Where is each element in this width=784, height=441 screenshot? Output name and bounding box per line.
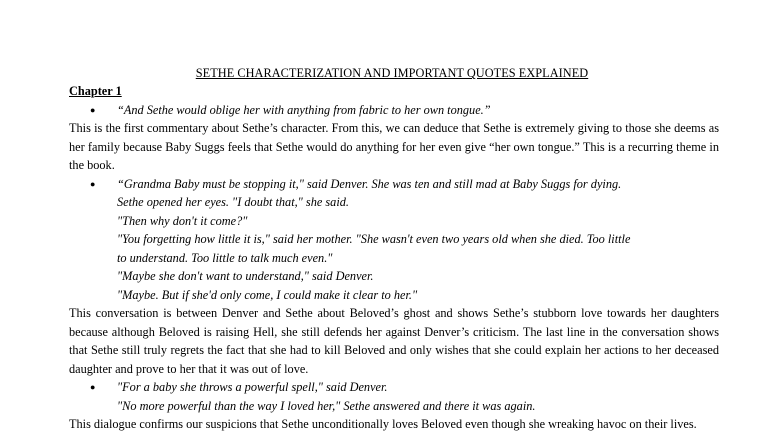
bullet-icon: ● [90, 382, 96, 392]
quote-line: “And Sethe would oblige her with anything from fabric to her own tongue.” [117, 102, 491, 117]
quote-line: Sethe opened her eyes. "I doubt that," she said. [117, 195, 349, 209]
bullet-icon: ● [90, 178, 96, 189]
quote-line: "Then why don't it come?" [117, 213, 248, 228]
commentary-paragraph: This dialogue confirms our suspicions that Sethe unconditionally loves Beloved even though she wreaking havoc on their lives. [69, 417, 697, 431]
quote-line: “Grandma Baby must be stopping it," said Denver. She was ten and still mad at Baby Suggs for dying. [117, 176, 622, 191]
chapter-heading: Chapter 1 [69, 84, 122, 98]
quote-item [69, 378, 719, 415]
quote-line: "No more powerful than the way I loved her," Sethe answered and there it was again. [117, 398, 536, 413]
quote-line: "Maybe she don't want to understand," said Denver. [117, 269, 374, 283]
quote-item [69, 175, 719, 305]
quote-line: "Maybe. But if she'd only come, I could make it clear to her." [117, 287, 418, 302]
bullet-icon: ● [90, 104, 96, 115]
quote-line: "You forgetting how little it is," said her mother. "She wasn't even two years old when she died. Too little [117, 232, 631, 246]
quote-item [69, 101, 719, 120]
page-title: SETHE CHARACTERIZATION AND IMPORTANT QUOTES EXPLAINED [195, 66, 589, 80]
document-body [69, 82, 719, 434]
quote-line: "For a baby she throws a powerful spell," said Denver. [117, 380, 388, 394]
commentary-paragraph: This conversation is between Denver and Sethe about Beloved’s ghost and shows Sethe’s stubborn love towards her daughters because although Beloved is raising Hell, she still defends her against Denver’s criticism. The last line in the conversation shows that Sethe still truly regrets the fact that she had to kill Beloved and only wishes that she could explain her actions to her deceased daughter and prove to her that it was out of love. [69, 306, 719, 376]
quote-line: to understand. Too little to talk much even." [117, 250, 333, 265]
commentary-paragraph: This is the first commentary about Sethe’s character. From this, we can deduce that Sethe is extremely giving to those she deems as her family because Baby Suggs feels that Sethe would do anything for her even give “her own tongue.” This is a recurring theme in the book. [69, 121, 719, 172]
